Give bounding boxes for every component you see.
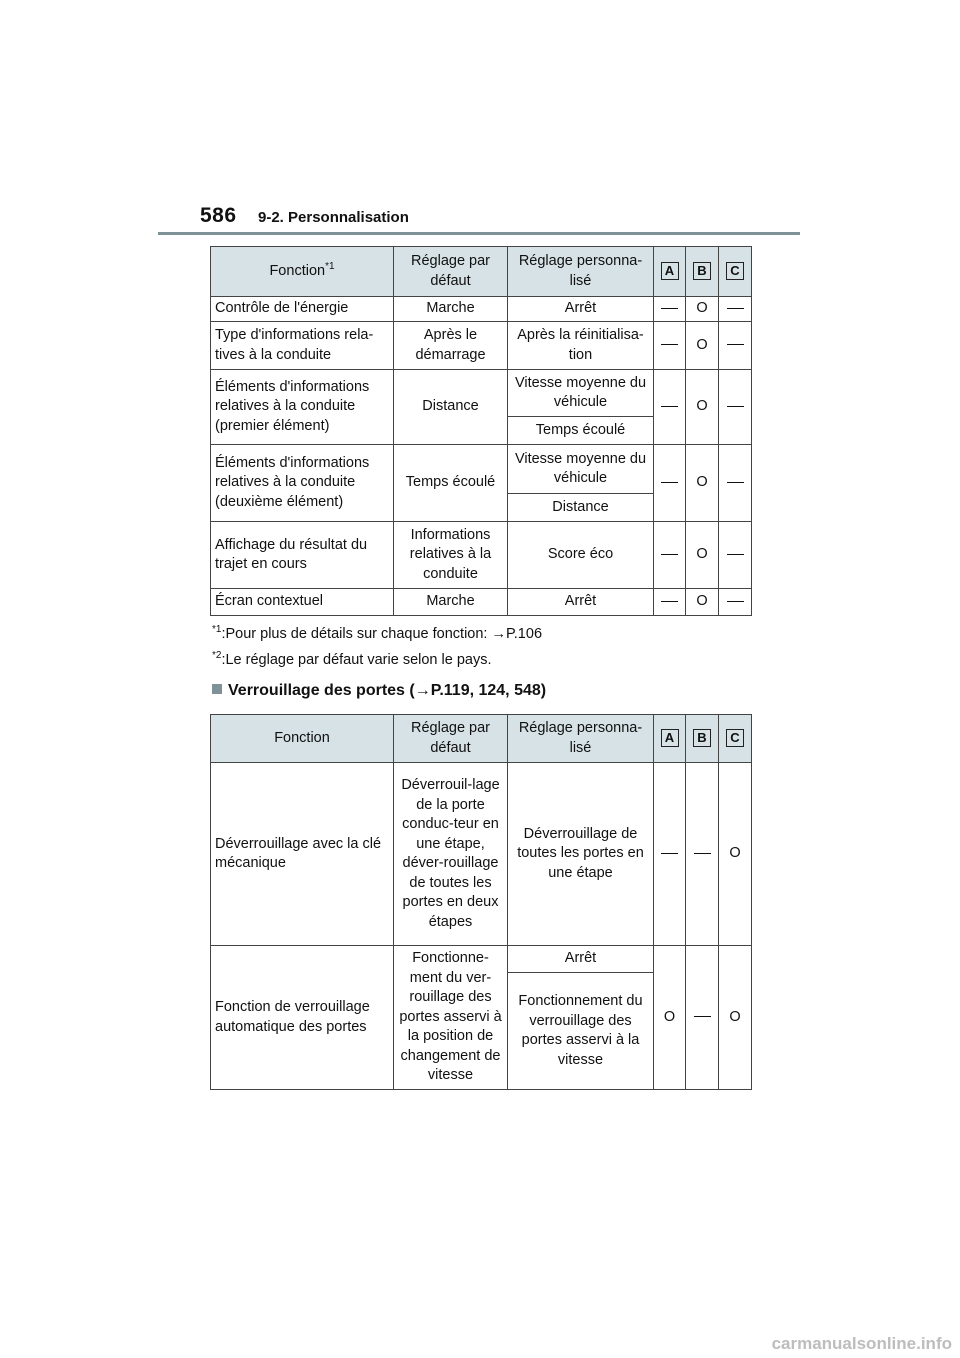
- cell-a: [654, 445, 686, 522]
- dash-mark: [694, 1016, 711, 1017]
- cell-default: Temps écoulé: [394, 445, 508, 522]
- dash-mark: [694, 853, 711, 854]
- dash-mark: [661, 601, 678, 602]
- cell-custom-1: Arrêt: [508, 946, 654, 973]
- header-custom: Réglage personna-lisé: [508, 715, 654, 763]
- header-a: A: [654, 715, 686, 763]
- cell-custom-1: Vitesse moyenne du véhicule: [508, 445, 654, 494]
- header-a: A: [654, 247, 686, 297]
- watermark: carmanualsonline.info: [771, 1334, 952, 1353]
- dash-mark: [661, 344, 678, 345]
- header-default: Réglage par défaut: [394, 247, 508, 297]
- dash-mark: [661, 853, 678, 854]
- cell-a: [654, 370, 686, 445]
- header-rule: [158, 232, 800, 235]
- header-function: Fonction: [211, 715, 394, 763]
- cell-default: Après le démarrage: [394, 322, 508, 370]
- dash-mark: [661, 406, 678, 407]
- cell-function: Écran contextuel: [211, 589, 394, 616]
- table-row: [211, 297, 752, 322]
- footnote-1: $^{*1}$:Pour plus de détails sur chaque fonction: →P.106: [212, 624, 543, 642]
- table-row: [211, 370, 752, 417]
- cell-b: O: [686, 297, 719, 322]
- dash-mark: [727, 344, 744, 345]
- table-row: [211, 589, 752, 616]
- cell-custom-2: Distance: [508, 494, 654, 522]
- dash-mark: [727, 308, 744, 309]
- cell-c: [719, 445, 752, 522]
- cell-custom-2: Temps écoulé: [508, 417, 654, 445]
- cell-a: [654, 297, 686, 322]
- header-b: B: [686, 247, 719, 297]
- cell-function: Éléments d'informations relatives à la conduite (premier élément): [211, 370, 394, 445]
- cell-a: [654, 763, 686, 946]
- cell-c: [719, 370, 752, 445]
- header-c: C: [719, 247, 752, 297]
- cell-b: [686, 946, 719, 1090]
- cell-custom-2: Fonctionnement du verrouillage des portes asservi à la vitesse: [508, 973, 654, 1090]
- dash-mark: [727, 554, 744, 555]
- cell-function: Déverrouillage avec la clé mécanique: [211, 763, 394, 946]
- cell-c: [719, 589, 752, 616]
- header-c: C: [719, 715, 752, 763]
- header-b: B: [686, 715, 719, 763]
- cell-b: O: [686, 522, 719, 589]
- cell-c: [719, 322, 752, 370]
- table-header-row: [211, 247, 752, 297]
- footnote-2: $^{*2}$:Le réglage par défaut varie selon le pays.: [212, 650, 492, 668]
- cell-default: Fonctionne-ment du ver-rouillage des portes asservi à la position de changement de vitesse: [394, 946, 508, 1090]
- square-bullet-icon: [212, 684, 222, 694]
- cell-default: Déverrouil-lage de la porte conduc-teur en une étape, déver-rouillage de toutes les portes en deux étapes: [394, 763, 508, 946]
- section-title: 9-2. Personnalisation: [258, 209, 409, 226]
- cell-function: Éléments d'informations relatives à la conduite (deuxième élément): [211, 445, 394, 522]
- table-row: [211, 763, 752, 946]
- cell-custom: Arrêt: [508, 589, 654, 616]
- cell-a: [654, 589, 686, 616]
- header-custom: Réglage personna-lisé: [508, 247, 654, 297]
- cell-c: O: [719, 946, 752, 1090]
- header-default: Réglage par défaut: [394, 715, 508, 763]
- cell-b: O: [686, 322, 719, 370]
- cell-custom-1: Vitesse moyenne du véhicule: [508, 370, 654, 417]
- cell-function: Contrôle de l'énergie: [211, 297, 394, 322]
- dash-mark: [727, 601, 744, 602]
- cell-function: Fonction de verrouillage automatique des portes: [211, 946, 394, 1090]
- dash-mark: [661, 308, 678, 309]
- cell-custom: Après la réinitialisa-tion: [508, 322, 654, 370]
- table-row: [211, 445, 752, 494]
- settings-table-1: [210, 246, 752, 616]
- cell-c: [719, 297, 752, 322]
- subheading: Verrouillage des portes (→P.119, 124, 548): [212, 682, 546, 700]
- cell-custom: Arrêt: [508, 297, 654, 322]
- dash-mark: [727, 482, 744, 483]
- dash-mark: [661, 554, 678, 555]
- table-header-row: [211, 715, 752, 763]
- cell-a: O: [654, 946, 686, 1090]
- cell-b: O: [686, 370, 719, 445]
- cell-default: Distance: [394, 370, 508, 445]
- cell-c: O: [719, 763, 752, 946]
- settings-table-2: [210, 714, 752, 1090]
- cell-c: [719, 522, 752, 589]
- cell-b: O: [686, 589, 719, 616]
- page-number: 586: [200, 204, 237, 227]
- table-row: [211, 946, 752, 973]
- table-row: [211, 322, 752, 370]
- cell-custom: Déverrouillage de toutes les portes en une étape: [508, 763, 654, 946]
- cell-custom: Score éco: [508, 522, 654, 589]
- dash-mark: [727, 406, 744, 407]
- cell-b: [686, 763, 719, 946]
- cell-function: Affichage du résultat du trajet en cours: [211, 522, 394, 589]
- header-function: Fonction$^{*1}$: [211, 247, 394, 297]
- cell-a: [654, 322, 686, 370]
- dash-mark: [661, 482, 678, 483]
- cell-default: Informations relatives à la conduite: [394, 522, 508, 589]
- cell-default: Marche: [394, 589, 508, 616]
- cell-function: Type d'informations rela-tives à la conduite: [211, 322, 394, 370]
- cell-b: O: [686, 445, 719, 522]
- cell-default: Marche: [394, 297, 508, 322]
- table-row: [211, 522, 752, 589]
- cell-a: [654, 522, 686, 589]
